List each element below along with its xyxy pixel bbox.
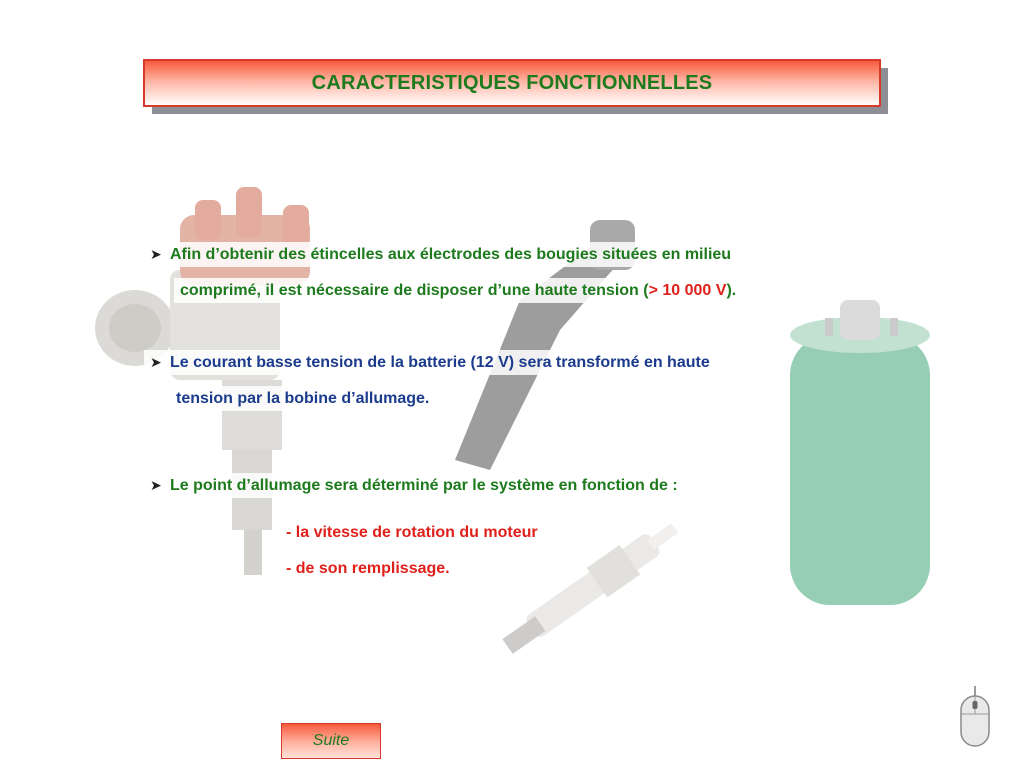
ignition-coil-illustration xyxy=(790,300,930,605)
suite-button-label: Suite xyxy=(312,732,350,749)
bullet-3-line-1: Le point d’allumage sera déterminé par le système en fonction de : xyxy=(170,477,678,494)
arrow-bullet-icon: ➤ xyxy=(150,246,162,262)
voltage-highlight: > 10 000 V xyxy=(648,282,727,299)
sub-item-2: - de son remplissage. xyxy=(286,560,450,577)
title-banner xyxy=(143,59,881,107)
bullet-2 xyxy=(144,344,716,417)
sub-item-1: - la vitesse de rotation du moteur xyxy=(286,524,538,541)
arrow-bullet-icon: ➤ xyxy=(150,477,162,493)
page-title: CARACTERISTIQUES FONCTIONNELLES xyxy=(311,71,713,94)
bullet-1 xyxy=(144,236,742,309)
bullet-2-line-2: tension par la bobine d’allumage. xyxy=(176,390,430,407)
arrow-bullet-icon: ➤ xyxy=(150,354,162,370)
bullet-3 xyxy=(144,467,684,504)
bullet-1-line-2-start: comprimé, il est nécessaire de disposer d’une haute tension ( xyxy=(180,282,649,299)
suite-button[interactable] xyxy=(281,723,381,759)
bullet-1-line-1: Afin d’obtenir des étincelles aux électrodes des bougies situées en milieu xyxy=(170,246,732,263)
bullet-2-line-1: Le courant basse tension de la batterie (12 V) sera transformé en haute xyxy=(170,354,710,371)
bullet-1-line-2-end: ). xyxy=(726,282,737,299)
mouse-icon[interactable] xyxy=(958,686,992,748)
